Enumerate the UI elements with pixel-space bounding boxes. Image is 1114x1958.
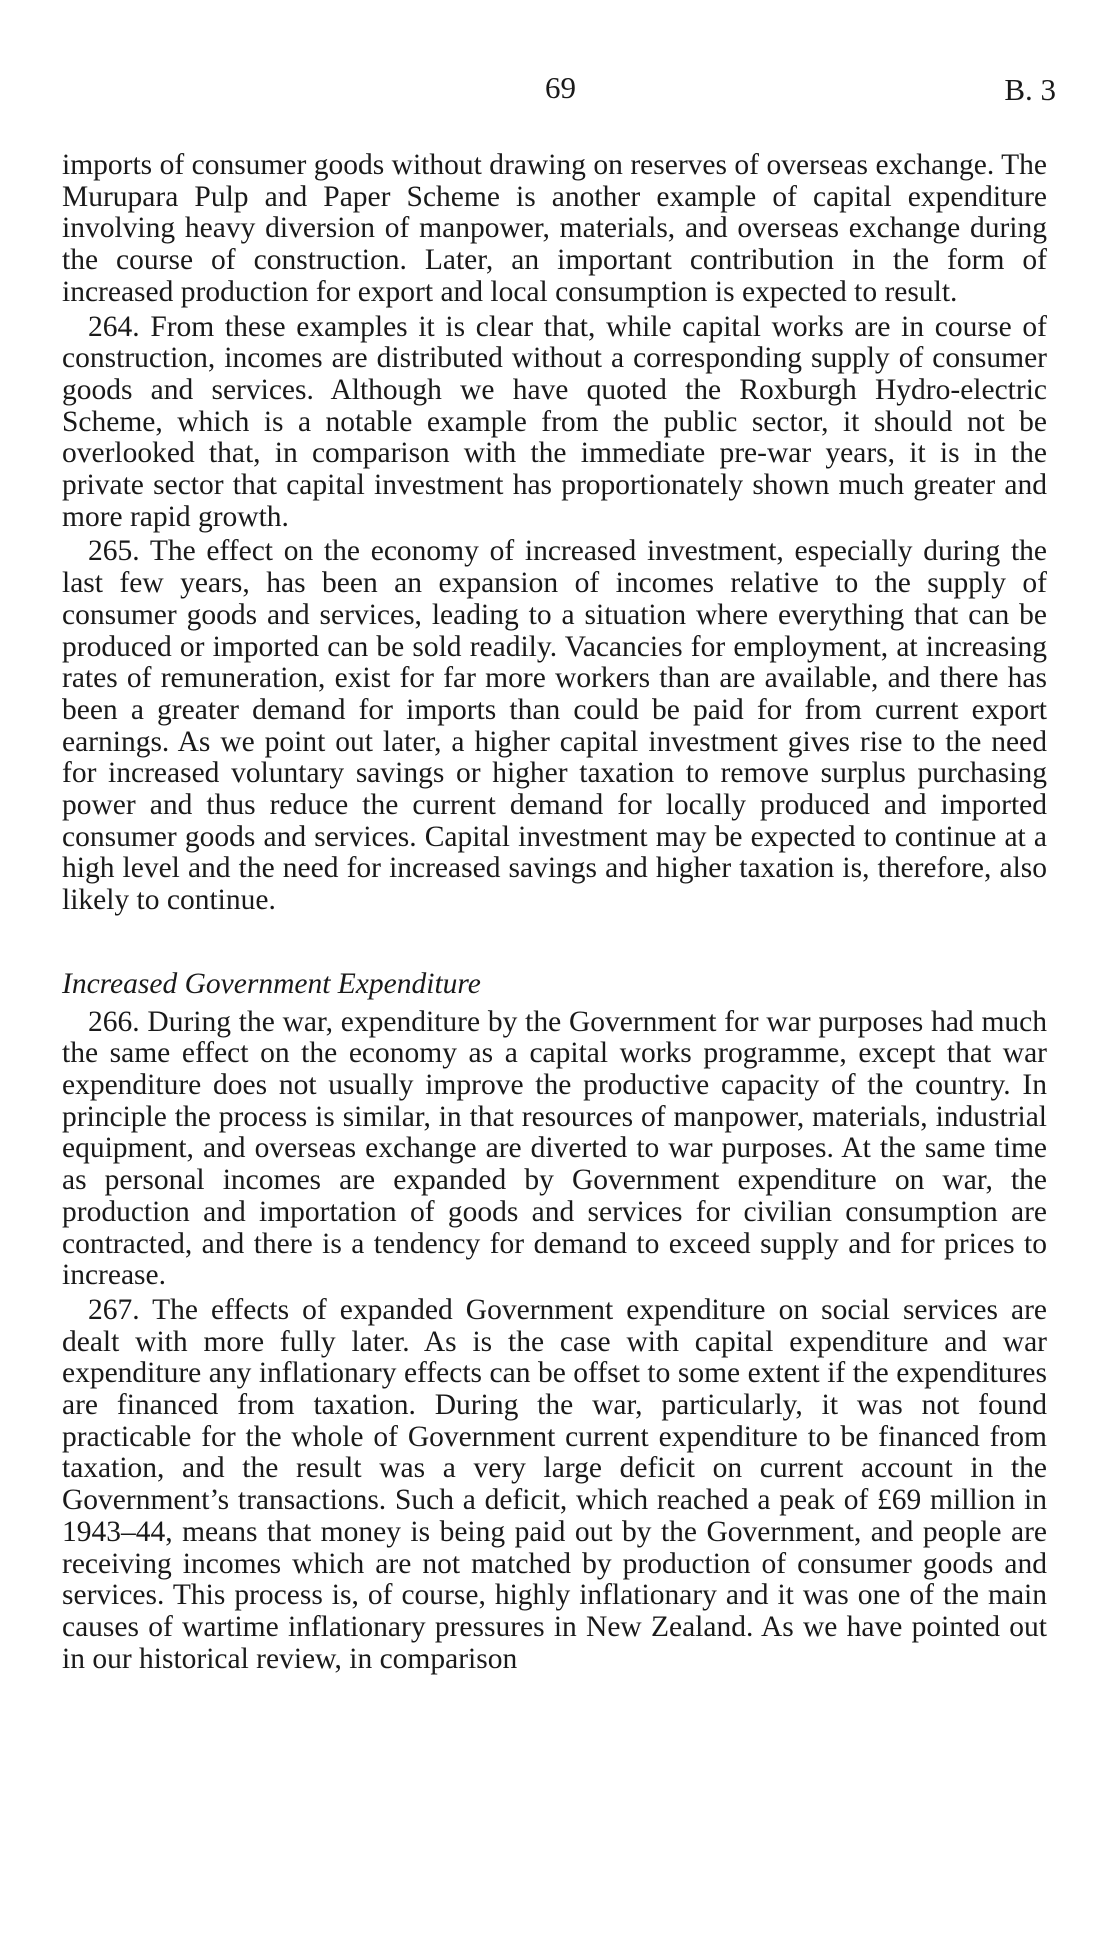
paragraph-267: 267. The effects of expanded Government expenditure on social services are dealt with more fully later. As is the case with capital expenditure and war expenditure any inflationary effects can be offset to some extent if the expenditures are financed from taxation. During the war, particularly, it was not found practicable for the whole of Government current expenditure to be financed from taxation, and the result was a very large deficit on current account in the Government’s transactions. Such a deficit, which reached a peak of £69 million in 1943–44, means that money is being paid out by the Government, and people are receiving incomes which are not matched by production of consumer goods and services. This process is, of course, highly inflationary and it was one of the main causes of wartime inflationary pressures in New Zealand. As we have pointed out in our historical review, in comparison — [62, 1293, 1047, 1675]
section-heading: Increased Government Expenditure — [62, 967, 481, 1000]
paragraph-continuation: imports of consumer goods without drawing on reserves of overseas exchange. The Murupara Pulp and Paper Scheme is another example of capital expenditure involving heavy diversion of manpower, materials, and overseas exchange during the course of construction. Later, an important contribution in the form of increased production for export and local consumption is expected to result. — [62, 149, 1047, 308]
body-text — [62, 150, 1047, 1675]
paragraph-265: 265. The effect on the economy of increased investment, especially during the last few years, has been an expansion of incomes relative to the supply of consumer goods and services, leading to a situation where everything that can be produced or imported can be sold readily. Vacancies for employment, at increasing rates of remuneration, exist for far more workers than are available, and there has been a greater demand for imports than could be paid for from current export earnings. As we point out later, a higher capital investment gives rise to the need for increased voluntary savings or higher taxation to remove surplus purchasing power and thus reduce the current demand for locally produced and imported consumer goods and services. Capital investment may be expected to continue at a high level and the need for increased savings and higher taxation is, therefore, also likely to continue. — [62, 535, 1047, 917]
document-reference: B. 3 — [1004, 72, 1056, 107]
paragraph-266: 266. During the war, expenditure by the Government for war purposes had much the same effect on the economy as a capital works programme, except that war expenditure does not usually improve the productive capacity of the country. In principle the process is similar, in that resources of manpower, materials, industrial equipment, and overseas exchange are diverted to war purposes. At the same time as personal incomes are expanded by Government expenditure on war, the production and importation of goods and services for civilian consumption are contracted, and there is a tendency for demand to exceed supply and for prices to increase. — [62, 1005, 1047, 1292]
paragraph-264: 264. From these examples it is clear that, while capital works are in course of construction, incomes are distributed without a corresponding supply of consumer goods and services. Although we have quoted the Roxburgh Hydro-electric Scheme, which is a notable example from the public sector, it should not be overlooked that, in comparison with the immediate pre-war years, it is in the private sector that capital investment has proportionately shown much greater and more rapid growth. — [62, 310, 1047, 533]
page-number: 69 — [545, 70, 576, 105]
page-header — [0, 70, 1114, 120]
